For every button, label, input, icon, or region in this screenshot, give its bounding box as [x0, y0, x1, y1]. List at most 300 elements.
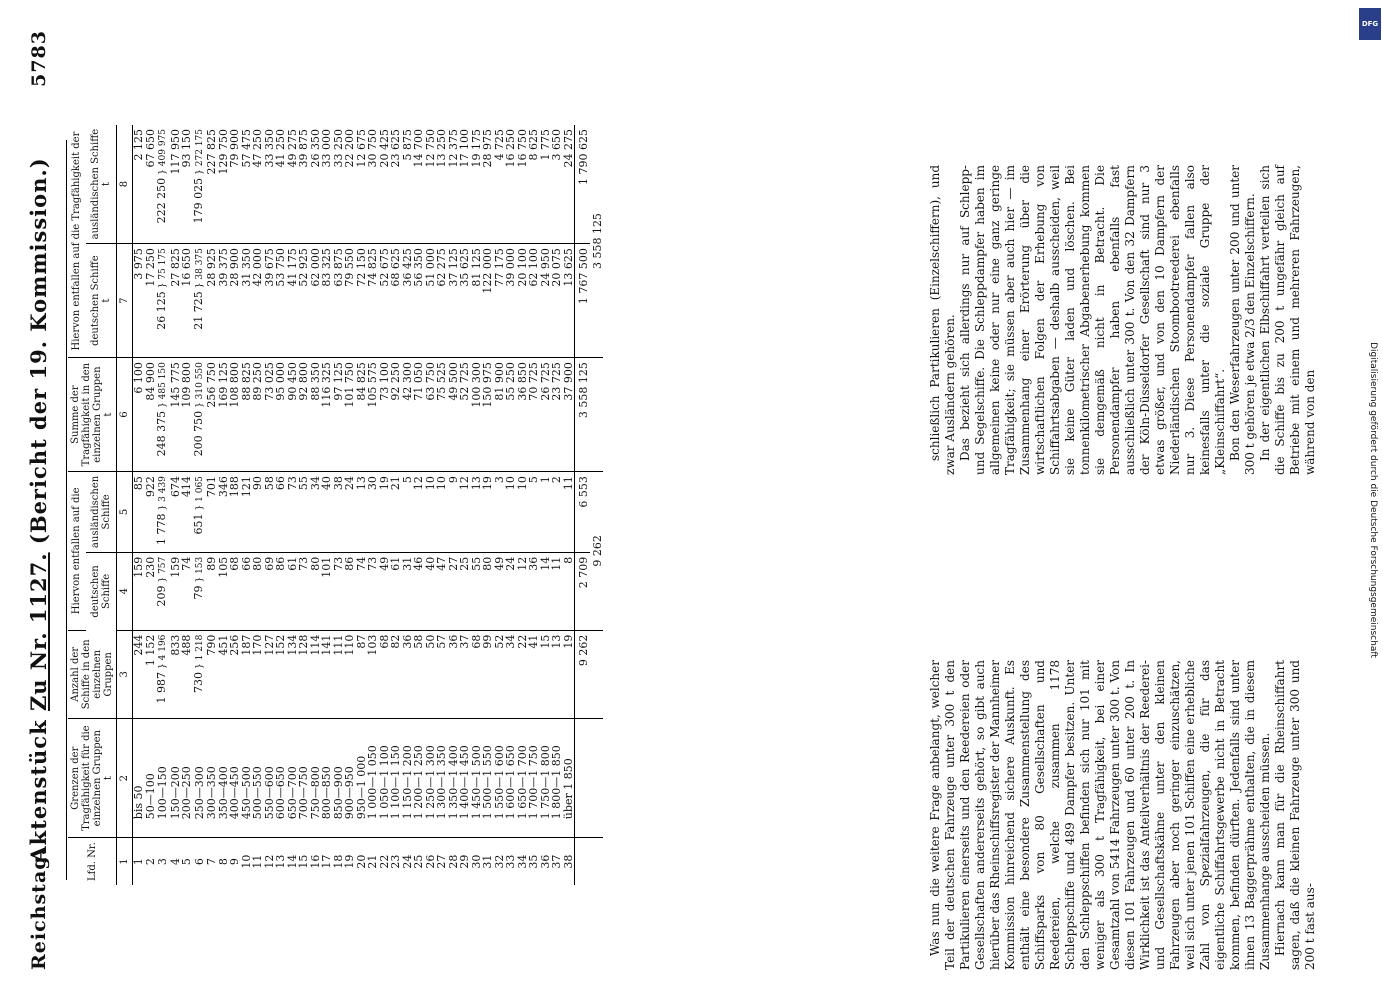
table-cell: 1 450—1 500 — [471, 719, 483, 838]
table-cell: 300—350 — [206, 719, 218, 838]
col-number: 8 — [117, 125, 133, 244]
col-anzahl: Anzahl der Schiffe in den einzelnen Gruppen — [68, 630, 117, 719]
table-cell: 800—850 — [321, 719, 333, 838]
brace-subtotal: } 310 550 — [194, 362, 205, 408]
table-cell: 92 800 — [298, 358, 310, 472]
table-cell: 35 625 — [459, 244, 471, 358]
brace-subtotal: } 272 175 — [194, 129, 205, 175]
col-number-row — [117, 125, 133, 885]
table-cell: 10 — [425, 472, 437, 553]
table-row — [344, 125, 356, 885]
table-cell: 50 — [425, 630, 437, 719]
table-cell: 31 — [481, 854, 494, 869]
table-cell: 12 — [459, 472, 471, 553]
page-number: 5783 — [28, 30, 50, 87]
table-cell: 500—550 — [252, 719, 264, 838]
col-deutsch-t: deutschen Schiffe t — [86, 244, 117, 358]
table-cell: 24 — [505, 552, 517, 630]
table-cell: 5 — [402, 472, 414, 553]
table-cell: 73 025 — [264, 358, 276, 472]
table-cell: 20 — [354, 854, 368, 869]
table-cell: 11 — [251, 854, 264, 869]
table-cell: 84 825 — [356, 358, 368, 472]
table-cell: 20 425 — [379, 125, 391, 244]
table-cell: 73 — [298, 552, 310, 630]
page-header — [18, 30, 58, 970]
table-cell: 50—100 — [145, 719, 157, 838]
table-cell: 222 250} 409 975 — [156, 125, 170, 244]
table-cell: 67 650 — [145, 125, 157, 244]
table-cell: 87 — [356, 630, 368, 719]
table-cell: über 1 850 — [563, 719, 575, 838]
table-cell: 3 — [494, 472, 506, 553]
table-cell: 40 — [425, 552, 437, 630]
table-cell: 651} 1 065 — [193, 472, 207, 553]
table-cell: 5 — [180, 858, 193, 866]
table-cell: 95 000 — [275, 358, 287, 472]
table-cell: 55 250 — [505, 358, 517, 472]
table-cell: 33 — [504, 854, 517, 869]
table-cell: 49 — [494, 552, 506, 630]
table-cell: 1 150—1 200 — [402, 719, 414, 838]
table-cell: 49 275 — [287, 125, 299, 244]
table-cell: 134 — [287, 630, 299, 719]
table-cell: 1 700—1 750 — [528, 719, 540, 838]
table-cell: 750—800 — [310, 719, 322, 838]
table-cell: 128 — [298, 630, 310, 719]
table-cell: 833 — [170, 630, 182, 719]
table-cell: 36 850 — [517, 358, 529, 472]
table-cell: 1 — [540, 472, 552, 553]
table-cell: 26 125} 75 175 — [156, 244, 170, 358]
col-number: 4 — [117, 552, 133, 630]
table-cell: 80 — [252, 552, 264, 630]
table-cell: 450—500 — [241, 719, 253, 838]
brace-subtotal: } 4 196 — [158, 634, 168, 669]
table-row — [181, 125, 193, 885]
table-cell: 3 — [156, 858, 169, 866]
table-cell: 100—150 — [156, 719, 170, 838]
header-title — [26, 150, 51, 870]
table-cell: 16 750 — [517, 125, 529, 244]
table-cell: 58 — [264, 472, 276, 553]
table-cell: 46 — [413, 552, 425, 630]
table-cell: 37 900 — [563, 358, 575, 472]
brace-subtotal: } 75 175 — [158, 248, 168, 289]
table-cell: 37 125 — [448, 244, 460, 358]
table-cell: 27 825 — [170, 244, 182, 358]
table-row — [275, 125, 287, 885]
table-cell: 33 000 — [321, 125, 333, 244]
table-cell: 49 — [379, 552, 391, 630]
header-rule — [66, 140, 67, 880]
total-cell: 6 553 — [575, 472, 590, 553]
table-cell: 97 125 — [333, 358, 345, 472]
table-row — [156, 125, 170, 885]
table-cell: 23 — [389, 854, 402, 869]
col-grenzen: Grenzen der Tragfähigkeit für die einzelnen Gruppen t — [68, 719, 117, 838]
table-cell: 230 — [145, 552, 157, 630]
brace-subtotal: } 1 218 — [194, 634, 205, 669]
table-cell: 68 — [379, 630, 391, 719]
table-cell: 3 650 — [551, 125, 563, 244]
table-cell: 451 — [218, 630, 230, 719]
table-head-row — [68, 125, 86, 885]
table-cell: 13 — [551, 630, 563, 719]
table-cell: 21 — [366, 854, 379, 869]
table-cell: 116 325 — [321, 358, 333, 472]
table-cell: 36 — [538, 854, 552, 869]
table-cell: 90 — [252, 472, 264, 553]
table-cell: 52 675 — [379, 244, 391, 358]
table-cell: 101 750 — [344, 358, 356, 472]
table-cell: 27 — [435, 854, 448, 869]
table-cell: 12 750 — [425, 125, 437, 244]
table-cell: 1 250—1 300 — [425, 719, 437, 838]
table-cell: 1 650—1 700 — [517, 719, 529, 838]
table-cell: 100 300 — [471, 358, 483, 472]
table-row — [252, 125, 264, 885]
table-cell: 179 025} 272 175 — [193, 125, 207, 244]
table-cell: 9 — [448, 472, 460, 553]
table-cell: 6 100 — [133, 358, 145, 472]
side-note-text: Digitalisierung gefördert durch die Deutsche Forschungsgemeinschaft — [1367, 342, 1378, 658]
paragraph: Bon den Weserfahrzeugen unter 200 und unter 300 t gehören je etwa 2/3 den Einzelschiffern. — [1228, 165, 1257, 475]
table-cell: 22 — [517, 630, 529, 719]
table-cell: 1 778} 3 439 — [156, 472, 170, 553]
table-cell: 8 — [216, 858, 230, 866]
col-summe: Summe der Tragfähigkeit in den einzelnen Gruppen t — [68, 358, 117, 472]
table-cell: 13 625 — [563, 244, 575, 358]
table-cell: 68 — [471, 630, 483, 719]
table-cell: 17 250 — [145, 244, 157, 358]
table-cell: 17 100 — [459, 125, 471, 244]
table-cell: 28 975 — [482, 125, 494, 244]
table-cell: 145 775 — [170, 358, 182, 472]
table-cell: 4 — [168, 858, 182, 866]
table-cell: 1 550—1 600 — [494, 719, 506, 838]
table-cell: 18 — [331, 854, 345, 869]
table-cell: 12 675 — [356, 125, 368, 244]
table-cell: 1 775 — [540, 125, 552, 244]
table-cell: 600—650 — [275, 719, 287, 838]
total-cell: 2 709 — [575, 552, 590, 630]
table-cell: 37 — [550, 854, 563, 869]
table-row — [193, 125, 207, 885]
table-cell: 13 — [356, 472, 368, 553]
table-cell: 39 875 — [298, 125, 310, 244]
table-cell: 86 — [275, 552, 287, 630]
text-column-right — [928, 165, 1318, 475]
table-cell: 159 — [133, 552, 145, 630]
grand-total-cell — [590, 358, 604, 472]
table-cell: 23 625 — [390, 125, 402, 244]
table-cell: 24 — [400, 854, 414, 869]
table-cell: 99 — [482, 630, 494, 719]
table-cell: 52 925 — [298, 244, 310, 358]
table-cell: 900—950 — [344, 719, 356, 838]
table-cell: 53 750 — [275, 244, 287, 358]
col-group-entfallen: Hiervon entfallen auf die — [68, 472, 86, 631]
table-cell: 12 — [517, 552, 529, 630]
table-cell: 73 — [367, 552, 379, 630]
table-cell: 550—600 — [264, 719, 276, 838]
table-cell: 71 050 — [413, 358, 425, 472]
table-body — [133, 125, 604, 885]
table-cell: 70 725 — [528, 358, 540, 472]
table-cell: 19 — [563, 630, 575, 719]
table-cell: 21 — [390, 472, 402, 553]
table-cell: 152 — [275, 630, 287, 719]
data-table — [68, 125, 603, 885]
col-number: 5 — [117, 472, 133, 553]
table-cell: 169 125 — [218, 358, 230, 472]
table-cell: 52 — [494, 630, 506, 719]
table-cell: 52 725 — [459, 358, 471, 472]
table-row — [528, 125, 540, 885]
total-cell: 3 558 125 — [575, 358, 590, 472]
table-cell: 40 — [321, 472, 333, 553]
table-cell: 62 275 — [436, 244, 448, 358]
total-cell — [575, 838, 590, 885]
table-cell: 14 700 — [413, 125, 425, 244]
header-main: Zu Nr. 1127. — [26, 552, 51, 712]
table-cell: 82 — [390, 630, 402, 719]
table-cell: 117 950 — [170, 125, 182, 244]
table-cell: 650—700 — [287, 719, 299, 838]
table-cell: 10 — [239, 854, 253, 869]
table-row — [436, 125, 448, 885]
header-left: Reichstag. — [28, 847, 50, 970]
table-cell: 80 — [482, 552, 494, 630]
table-cell: 93 150 — [181, 125, 193, 244]
table-cell: 12 — [413, 472, 425, 553]
table-cell: 42 000 — [252, 244, 264, 358]
brace-subtotal: } 485 150 — [158, 362, 168, 408]
table-cell: 790 — [206, 630, 218, 719]
table-cell: 30 — [367, 472, 379, 553]
table-cell: 122 000 — [482, 244, 494, 358]
table-cell: 15 — [297, 854, 310, 869]
grand-total-cell — [590, 838, 604, 885]
table-cell: 6 — [192, 858, 206, 866]
table-cell: 1 050—1 100 — [379, 719, 391, 838]
col-group-tragfaehigkeit: Hiervon entfallen auf die Tragfähigkeit der — [68, 125, 86, 358]
table-cell: 77 175 — [494, 244, 506, 358]
table-cell: 256 750 — [206, 358, 218, 472]
table-cell: 24 — [344, 472, 356, 553]
col-number: 1 — [117, 838, 133, 885]
table-cell: 127 — [264, 630, 276, 719]
table-cell: 36 — [402, 630, 414, 719]
table-cell: 1 600—1 650 — [505, 719, 517, 838]
table-cell: 19 175 — [471, 125, 483, 244]
table-cell: 159 — [170, 552, 182, 630]
col-lfd: Lfd. Nr. — [86, 842, 98, 881]
table-cell: 81 900 — [494, 358, 506, 472]
table-cell: 141 — [321, 630, 333, 719]
table-cell: 66 — [275, 472, 287, 553]
table-cell: 2 — [551, 472, 563, 553]
table-cell: 30 — [469, 854, 483, 869]
table-cell: 730} 1 218 — [193, 630, 207, 719]
paragraph: schließlich Partikulieren (Einzelschiffern), und zwar Ausländern gehören. — [928, 165, 957, 475]
brace-subtotal: } 153 — [194, 556, 205, 583]
table-cell: 31 350 — [241, 244, 253, 358]
table-cell: 22 200 — [344, 125, 356, 244]
table-cell: 103 — [367, 630, 379, 719]
col-ausl-t: ausländischen Schiffe t — [86, 125, 117, 244]
table-cell: 209} 757 — [156, 552, 170, 630]
table-cell: 88 350 — [310, 358, 322, 472]
table-cell: 34 — [515, 854, 529, 869]
table-cell: 11 — [551, 552, 563, 630]
table-cell: 674 — [170, 472, 182, 553]
table-cell: 41 250 — [275, 125, 287, 244]
table-cell: 16 250 — [505, 125, 517, 244]
table-cell: 248 375} 485 150 — [156, 358, 170, 472]
table-row — [459, 125, 471, 885]
brace-subtotal: } 3 439 — [158, 476, 168, 511]
col-number: 3 — [117, 630, 133, 719]
brace-subtotal: } 1 065 — [194, 476, 205, 511]
table-cell: 19 — [379, 472, 391, 553]
table-cell: 56 350 — [413, 244, 425, 358]
table-cell: 16 650 — [181, 244, 193, 358]
table-cell: 66 — [241, 552, 253, 630]
table-cell: 35 — [527, 854, 540, 869]
table-cell: 1 — [132, 858, 145, 866]
table-row — [413, 125, 425, 885]
table-cell: 24 275 — [563, 125, 575, 244]
table-cell: 28 900 — [229, 244, 241, 358]
table-cell: 227 825 — [206, 125, 218, 244]
table-cell: 24 950 — [540, 244, 552, 358]
table-cell: 1 750—1 800 — [540, 719, 552, 838]
table-cell: 414 — [181, 472, 193, 553]
table-cell: 57 475 — [241, 125, 253, 244]
table-cell: 74 825 — [367, 244, 379, 358]
table-cell: 55 — [298, 472, 310, 553]
table-row — [145, 125, 157, 885]
table-cell: 5 875 — [402, 125, 414, 244]
table-cell: 19 — [482, 472, 494, 553]
table-cell: 5 — [528, 472, 540, 553]
table-cell: 7 — [205, 858, 218, 866]
grand-total-cell — [590, 630, 604, 719]
table-cell: 9 — [228, 858, 241, 866]
table-cell: 150—200 — [170, 719, 182, 838]
table-row — [133, 125, 145, 885]
table-cell: 74 — [356, 552, 368, 630]
table-row — [229, 125, 241, 885]
table-cell: 73 — [287, 472, 299, 553]
table-cell: 73 100 — [379, 358, 391, 472]
total-cell: 1 790 625 — [575, 125, 590, 244]
table-cell: 3 975 — [133, 244, 145, 358]
totals-row — [575, 125, 590, 885]
table-cell: 42 300 — [402, 358, 414, 472]
table-cell: 101 — [321, 552, 333, 630]
table-cell: 15 — [540, 630, 552, 719]
col-number: 7 — [117, 244, 133, 358]
table-cell: 14 — [540, 552, 552, 630]
table-cell: 108 800 — [229, 358, 241, 472]
table-cell: 1 200—1 250 — [413, 719, 425, 838]
table-cell: 1 100—1 150 — [390, 719, 402, 838]
table-row — [206, 125, 218, 885]
table-cell: 32 — [492, 854, 506, 869]
table-cell: 63 875 — [333, 244, 345, 358]
table-cell: 170 — [252, 630, 264, 719]
table-cell: 488 — [181, 630, 193, 719]
brace-subtotal: } 409 975 — [158, 129, 168, 175]
table-cell: 114 — [310, 630, 322, 719]
table-cell: 188 — [229, 472, 241, 553]
table-cell: 85 — [133, 472, 145, 553]
table-cell: 10 — [505, 472, 517, 553]
table-cell: 1 500—1 550 — [482, 719, 494, 838]
table-cell: 23 725 — [551, 358, 563, 472]
table-cell: 34 — [505, 630, 517, 719]
paragraph: Was nun die weitere Frage anbelangt, welcher Teil der deutschen Fahrzeuge unter 300 t den Partikulieren einerseits und den Reedereien oder Gesellschaften andererseits gehört, so gibt auch hierüber das Rheinschiffsregister der Mannheimer Kommission hinreichend sichere Auskunft. Es enthält eine besondere Zusammenstellung des Schiffsparks von 80 Gesellschaften und Reedereien, welche zusammen 1178 Schleppschiffe und 489 Dampfer besitzen. Unter den Schleppschiffen befinden sich nur 101 mit weniger als 300 t Tragfähigkeit, bei einer Gesamtzahl von 5414 Fahrzeugen unter 300 t. Von diesen 101 Fahrzeugen und 60 unter 200 t. In Wirklichkeit ist das Anteilverhältnis der Reederei- und Gesellschaftskähne unter den kleinen Fahrzeugen aber noch geringer einzuschätzen, weil sich unter jenen 101 Schiffen eine erhebliche Zahl von Spezialfahrzeugen, die für das eigentliche Schiffahrtsgewerbe nicht in Betracht kommen, befinden dürften. Jedenfalls sind unter ihnen 13 Baggerprähme enthalten, die in diesem Zusammenhange ausscheiden müssen. — [928, 660, 1272, 970]
table-row — [482, 125, 494, 885]
table-cell: 701 — [206, 472, 218, 553]
col-number: 6 — [117, 358, 133, 472]
paragraph: Hiernach kann man für die Rheinschiffahrt sagen, daß die kleinen Fahrzeuge unter 300 und 200 t fast aus- — [1273, 660, 1317, 970]
table-cell: 1 152 — [145, 630, 157, 719]
table-row — [298, 125, 310, 885]
dfg-logo: DFG — [1359, 8, 1381, 40]
table-cell: 1 987} 4 196 — [156, 630, 170, 719]
table-cell: 111 — [333, 630, 345, 719]
table-cell: 68 — [229, 552, 241, 630]
table-cell: 41 — [528, 630, 540, 719]
table-cell: 2 125 — [133, 125, 145, 244]
table-cell: 200—250 — [181, 719, 193, 838]
table-cell: 200 750} 310 550 — [193, 358, 207, 472]
table-cell: 187 — [241, 630, 253, 719]
paragraph: In der eigentlichen Elbschiffahrt verteilen sich die Schiffe bis zu 200 t ungefähr gleich auf Betriebe mit einem und mehreren Fahrzeugen, während von den — [1258, 165, 1317, 475]
table-cell: 129 750 — [218, 125, 230, 244]
table-cell: 25 — [459, 552, 471, 630]
table-cell: 244 — [133, 630, 145, 719]
table-cell: 33 250 — [333, 125, 345, 244]
table-cell: 21 725} 38 375 — [193, 244, 207, 358]
table-cell: 92 250 — [390, 358, 402, 472]
grand-total-cell: 9 262 — [590, 472, 604, 631]
table-cell: 57 — [436, 630, 448, 719]
table-cell: 150 975 — [482, 358, 494, 472]
table-row — [367, 125, 379, 885]
table-cell: 16 — [308, 854, 322, 869]
table-cell: 80 — [310, 552, 322, 630]
table-cell: 14 — [285, 854, 299, 869]
table-cell: 79} 153 — [193, 552, 207, 630]
table-cell: 58 — [413, 630, 425, 719]
table-cell: 39 675 — [264, 244, 276, 358]
table-cell: 19 — [343, 854, 356, 869]
table-cell: 20 100 — [517, 244, 529, 358]
table-cell: 13 — [471, 472, 483, 553]
table-row — [563, 125, 575, 885]
total-cell: 1 767 500 — [575, 244, 590, 358]
table-cell: 12 375 — [448, 125, 460, 244]
paragraph: Das bezieht sich allerdings nur auf Schlepp- und Segelschiffe. Die Schleppdampfer haben im allgemeinen keine oder nur eine ganz geringe Tragfähigkeit; sie müssen aber auch hier — im Zusammenhang einer Erörterung über die wirtschaftlichen Folgen der Erhebung von Schiffahrtsabgaben — deshalb ausscheiden, weil sie keine Güter laden und löschen. Bei tonnenkilometrischer Abgabenerhebung kommen sie demgemäß nicht in Betracht. Die Personendampfer haben ebenfalls fast ausschließlich unter 300 t. Von den 32 Dampfern der Köln-Düsseldorfer Gesellschaft sind nur 3 etwas größer, und von den 10 Dampfern der Niederländischen Stoombootreederei ebenfalls nur 3. Diese Personendampfer fallen also keinesfalls unter die soziale Gruppe der „Kleinschiffahrt“. — [958, 165, 1227, 475]
col-number: 2 — [117, 719, 133, 838]
table-cell: 90 450 — [287, 358, 299, 472]
brace-subtotal: } 757 — [158, 556, 168, 583]
